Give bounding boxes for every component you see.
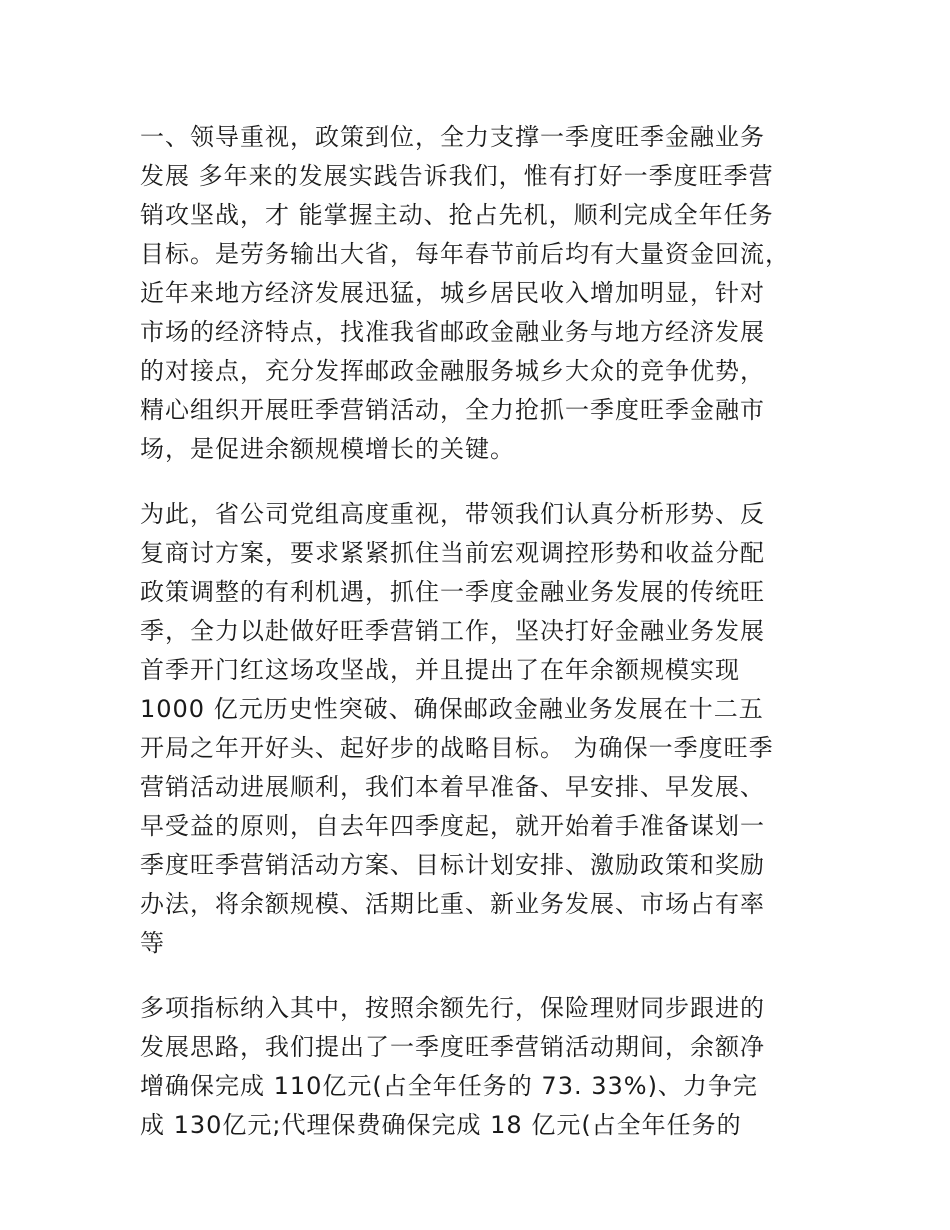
text-line: 季，全力以赴做好旺季营销工作，坚决打好金融业务发展 [140,617,765,645]
text-line: 办法，将余额规模、活期比重、新业务发展、市场占有率 [140,890,765,918]
paragraph-1 [140,118,820,469]
text-line: 发展思路，我们提出了一季度旺季营销活动期间，余额净 [140,1033,765,1061]
text-line: 成 130亿元;代理保费确保完成 18 亿元(占全年任务的 [140,1111,742,1139]
paragraph-2 [140,495,820,963]
text-line: 销攻坚战，才 能掌握主动、抢占先机，顺利完成全年任务 [140,201,774,229]
text-line: 发展 多年来的发展实践告诉我们，惟有打好一季度旺季营 [140,162,774,190]
text-line: 市场的经济特点，找准我省邮政金融业务与地方经济发展 [140,318,765,346]
text-line: 营销活动进展顺利，我们本着早准备、早安排、早发展、 [140,773,765,801]
text-line: 场，是促进余额规模增长的关键。 [140,435,515,463]
text-line: 等 [140,929,165,957]
text-line: 早受益的原则，自去年四季度起，就开始着手准备谋划一 [140,812,765,840]
text-line: 增确保完成 110亿元(占全年任务的 73. 33%)、力争完 [140,1072,758,1100]
paragraph-3 [140,989,820,1145]
text-line: 为此，省公司党组高度重视，带领我们认真分析形势、反 [140,500,765,528]
document-body [140,118,820,1145]
text-line: 一、领导重视，政策到位，全力支撑一季度旺季金融业务 [140,123,765,151]
text-line: 1000 亿元历史性突破、确保邮政金融业务发展在十二五 [140,695,764,723]
text-line: 近年来地方经济发展迅猛，城乡居民收入增加明显，针对 [140,279,765,307]
text-line: 目标。是劳务输出大省，每年春节前后均有大量资金回流， [140,240,790,268]
text-line: 的对接点，充分发挥邮政金融服务城乡大众的竞争优势， [140,357,765,385]
text-line: 开局之年开好头、起好步的战略目标。 为确保一季度旺季 [140,734,774,762]
text-line: 多项指标纳入其中，按照余额先行，保险理财同步跟进的 [140,994,765,1022]
text-line: 复商讨方案，要求紧紧抓住当前宏观调控形势和收益分配 [140,539,765,567]
text-line: 精心组织开展旺季营销活动，全力抢抓一季度旺季金融市 [140,396,765,424]
text-line: 首季开门红这场攻坚战，并且提出了在年余额规模实现 [140,656,740,684]
text-line: 政策调整的有利机遇，抓住一季度金融业务发展的传统旺 [140,578,765,606]
text-line: 季度旺季营销活动方案、目标计划安排、激励政策和奖励 [140,851,765,879]
